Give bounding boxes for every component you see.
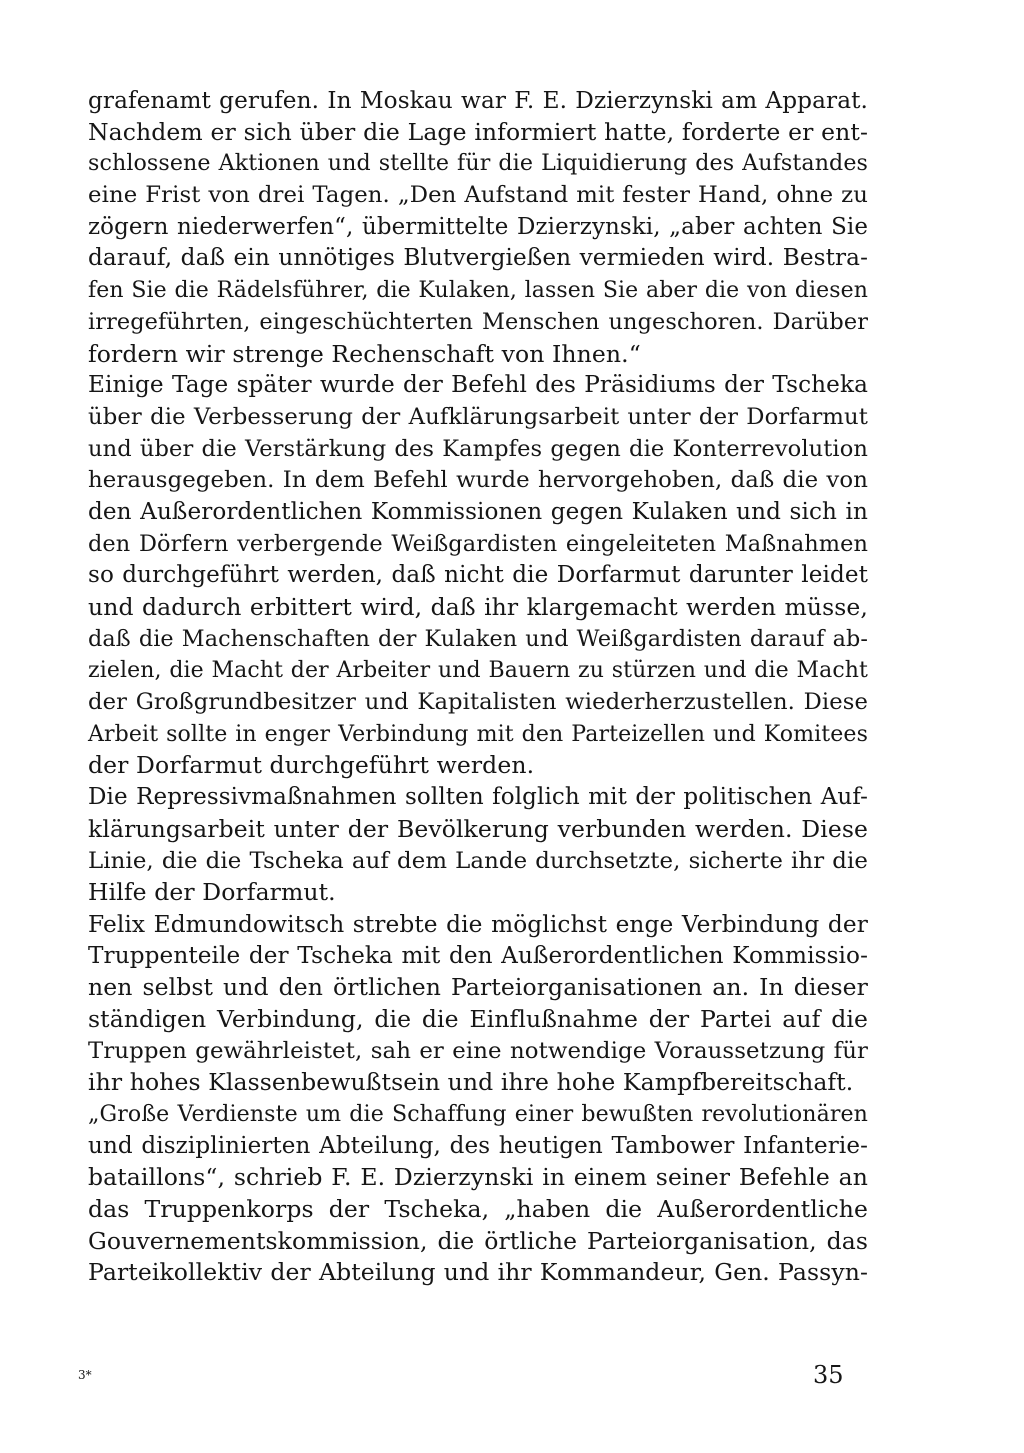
signature-mark: 3* [78, 1368, 92, 1382]
text-line: der Großgrundbesitzer und Kapitalisten wiederherzustellen. Diese [88, 689, 868, 716]
text-line: bataillons“, schrieb F. E. Dzierzynski in einem seiner Befehle an [88, 1163, 868, 1192]
text-line: ihr hohes Klassenbewußtsein und ihre hohe Kampfbereitschaft. [88, 1068, 854, 1097]
text-line: klärungsarbeit unter der Bevölkerung verbunden werden. Diese [88, 814, 868, 843]
text-line: darauf, daß ein unnötiges Blutvergießen vermieden wird. Bestra- [88, 245, 868, 272]
page-number: 35 [813, 1361, 844, 1389]
text-line: und dadurch erbittert wird, daß ihr klargemacht werden müsse, [88, 593, 868, 621]
text-line: über die Verbesserung der Aufklärungsarbeit unter der Dorfarmut [88, 403, 868, 430]
text-line: das Truppenkorps der Tscheka, „haben die Außerordentliche [88, 1195, 868, 1224]
text-line: Linie, die die Tscheka auf dem Lande durchsetzte, sicherte ihr die [88, 847, 868, 874]
text-line: und disziplinierten Abteilung, des heutigen Tambower Infanterie- [88, 1132, 868, 1159]
text-line: zögern niederwerfen“, übermittelte Dzierzynski, „aber achten Sie [88, 213, 868, 240]
text-line: Einige Tage später wurde der Befehl des Präsidiums der Tscheka [88, 372, 868, 399]
text-line: den Dörfern verbergende Weißgardisten eingeleiteten Maßnahmen [88, 530, 868, 557]
text-line: der Dorfarmut durchgeführt werden. [88, 751, 535, 780]
text-line: fordern wir strenge Rechenschaft von Ihnen.“ [88, 339, 641, 368]
text-line: grafenamt gerufen. In Moskau war F. E. Dzierzynski am Apparat. [88, 87, 868, 114]
text-line: Hilfe der Dorfarmut. [88, 878, 336, 907]
text-line: Parteikollektiv der Abteilung und ihr Kommandeur, Gen. Passyn- [88, 1258, 868, 1287]
text-line: herausgegeben. In dem Befehl wurde hervorgehoben, daß die von [88, 467, 868, 494]
text-line: irregeführten, eingeschüchterten Menschen ungeschoren. Darüber [88, 308, 868, 335]
text-line: den Außerordentlichen Kommissionen gegen Kulaken und sich in [88, 498, 868, 525]
text-line: Truppenteile der Tscheka mit den Außerordentlichen Kommissio- [88, 942, 868, 969]
text-line: und über die Verstärkung des Kampfes gegen die Konterrevolution [88, 435, 868, 462]
text-line: „Große Verdienste um die Schaffung einer bewußten revolutionären [88, 1101, 868, 1127]
text-line: Nachdem er sich über die Lage informiert hatte, forderte er ent- [88, 117, 868, 146]
text-line: daß die Machenschaften der Kulaken und Weißgardisten darauf ab- [88, 625, 868, 652]
text-line: Arbeit sollte in enger Verbindung mit den Parteizellen und Komitees [88, 721, 868, 747]
text-line: zielen, die Macht der Arbeiter und Bauern zu stürzen und die Macht [88, 658, 868, 684]
text-line: Felix Edmundowitsch strebte die möglichst enge Verbindung der [88, 910, 868, 938]
text-line: so durchgeführt werden, daß nicht die Dorfarmut darunter leidet [88, 562, 868, 589]
text-line: fen Sie die Rädelsführer, die Kulaken, lassen Sie aber die von diesen [88, 278, 868, 304]
text-line: ständigen Verbindung, die die Einflußnahme der Partei auf die [88, 1004, 868, 1033]
text-line: Truppen gewährleistet, sah er eine notwendige Voraussetzung für [88, 1037, 868, 1064]
text-line: eine Frist von drei Tagen. „Den Aufstand mit fester Hand, ohne zu [88, 182, 868, 209]
body-text [88, 85, 868, 1289]
text-line: Die Repressivmaßnahmen sollten folglich mit der politischen Auf- [88, 784, 868, 811]
text-line: schlossene Aktionen und stellte für die Liquidierung des Aufstandes [88, 150, 868, 177]
text-line: nen selbst und den örtlichen Parteiorganisationen an. In dieser [88, 973, 868, 1002]
text-line: Gouvernementskommission, die örtliche Parteiorganisation, das [88, 1226, 868, 1255]
